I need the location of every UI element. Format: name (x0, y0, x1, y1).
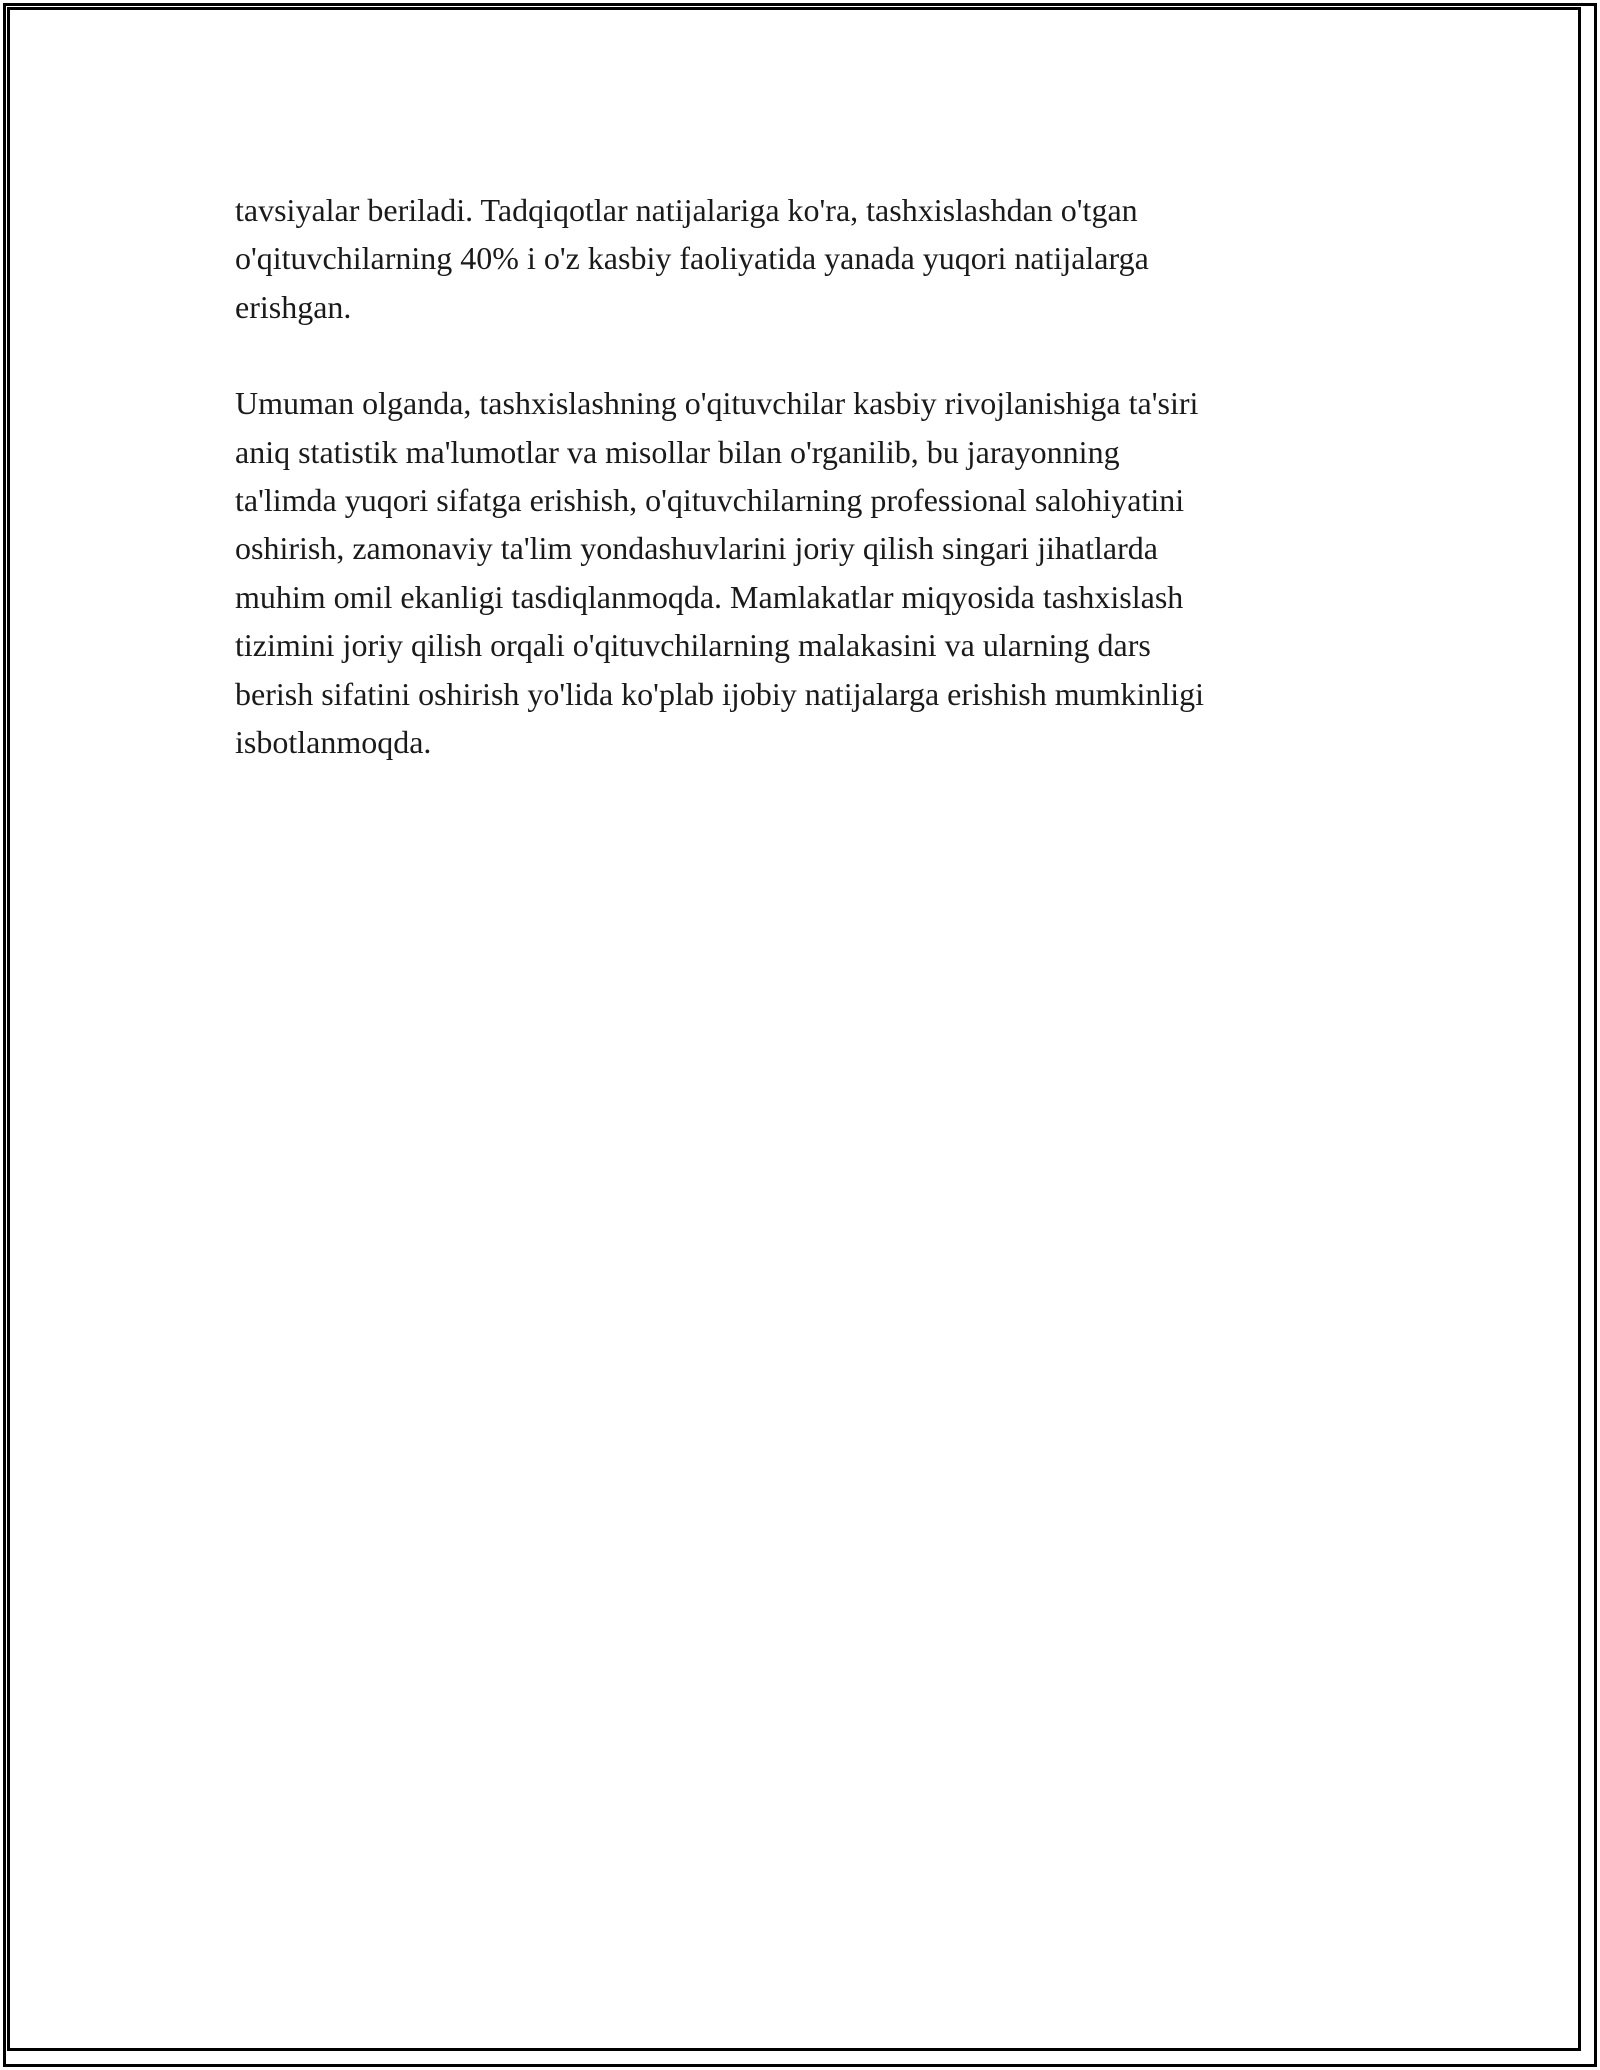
text-line: muhim omil ekanligi tasdiqlanmoqda. Mamlakatlar miqyosida tashxislash (235, 578, 1184, 615)
text-line: oshirish, zamonaviy ta'lim yondashuvlarini joriy qilish singari jihatlarda (235, 530, 1158, 567)
text-line: berish sifatini oshirish yo'lida ko'plab ijobiy natijalarga erishish mumkinligi (235, 675, 1205, 712)
paragraph-2 (235, 379, 1365, 766)
paragraph-1 (235, 186, 1365, 331)
document-body (235, 186, 1365, 814)
text-line: tavsiyalar beriladi. Tadqiqotlar natijalariga ko'ra, tashxislashdan o'tgan (235, 192, 1138, 228)
text-line: isbotlanmoqda. (235, 724, 432, 761)
text-line: ta'limda yuqori sifatga erishish, o'qituvchilarning professional salohiyatini (235, 482, 1185, 519)
text-line: erishgan. (235, 288, 352, 325)
text-line: aniq statistik ma'lumotlar va misollar bilan o'rganilib, bu jarayonning (235, 433, 1120, 470)
text-line: tizimini joriy qilish orqali o'qituvchilarning malakasini va ularning dars (235, 627, 1151, 664)
text-line: o'qituvchilarning 40% i o'z kasbiy faoliyatida yanada yuqori natijalarga (235, 240, 1149, 277)
text-line: Umuman olganda, tashxislashning o'qituvchilar kasbiy rivojlanishiga ta'siri (235, 385, 1199, 422)
